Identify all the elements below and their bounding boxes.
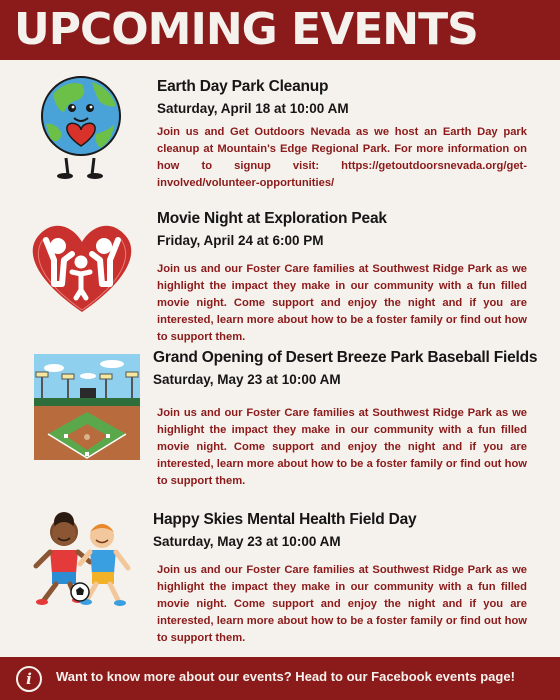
footer-banner [0, 657, 560, 700]
earth-globe-icon [38, 72, 124, 180]
page-title: UPCOMING EVENTS [14, 4, 478, 55]
event-date: Saturday, May 23 at 10:00 AM [153, 372, 341, 387]
footer-link-text[interactable]: Want to know more about our events? Head to our Facebook events page! [56, 669, 515, 684]
event-date: Saturday, April 18 at 10:00 AM [157, 101, 349, 116]
event-date: Saturday, May 23 at 10:00 AM [153, 534, 341, 549]
baseball-field-icon [34, 354, 140, 460]
event-title: Earth Day Park Cleanup [157, 78, 329, 95]
event-description: Join us and our Foster Care families at Southwest Ridge Park as we highlight the impact they make in our community with a fun filled movie night. Come support and enjoy the night and if you are interested, learn more about how to be a foster family or find out how to support them. [157, 263, 527, 343]
info-icon: i [16, 666, 42, 692]
event-description: Join us and our Foster Care families at Southwest Ridge Park as we highlight the impact they make in our community with a fun filled movie night. Come support and enjoy the night and if you are interested, learn more about how to be a foster family or find out how to support them. [157, 564, 527, 644]
family-heart-icon [28, 222, 136, 314]
event-title: Movie Night at Exploration Peak [157, 210, 387, 227]
event-title: Grand Opening of Desert Breeze Park Baseball Fields [153, 349, 538, 366]
event-date: Friday, April 24 at 6:00 PM [157, 233, 324, 248]
header-banner [0, 0, 560, 60]
event-description: Join us and our Foster Care families at Southwest Ridge Park as we highlight the impact they make in our community with a fun filled movie night. Come support and enjoy the night and if you are interested, learn more about how to be a foster family or find out how to support them. [157, 407, 527, 487]
kids-soccer-icon [30, 510, 140, 614]
event-description: Join us and Get Outdoors Nevada as we host an Earth Day park cleanup at Mountain's Edge Regional Park. For more information on how to signup visit: https://getoutdoorsnevada.org/get-involved/volunteer-opportunities/ [157, 126, 527, 189]
event-title: Happy Skies Mental Health Field Day [153, 511, 417, 528]
